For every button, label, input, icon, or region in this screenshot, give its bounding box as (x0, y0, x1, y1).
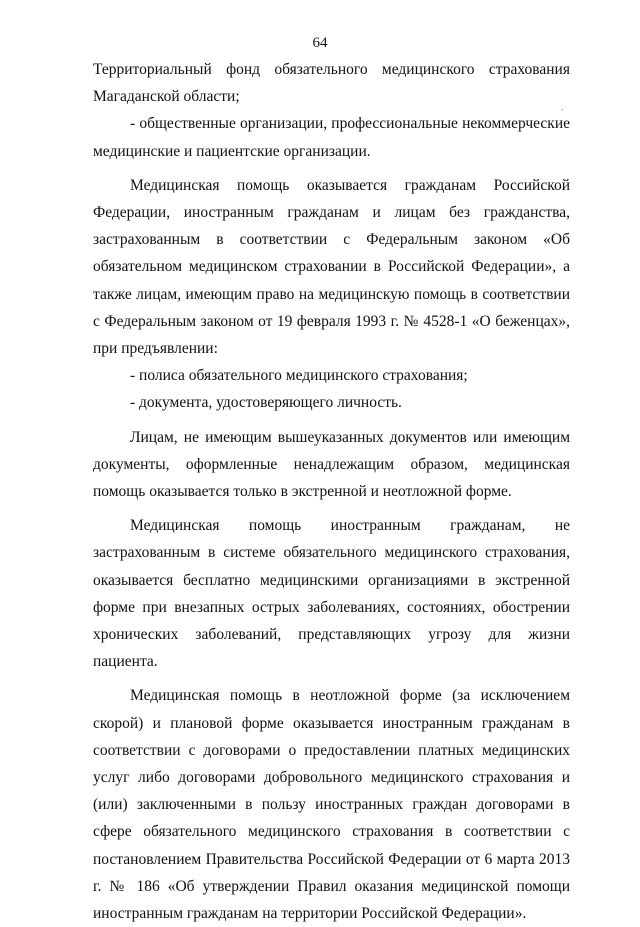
paragraph-urgent-and-planned-care: Медицинская помощь в неотложной форме (за исключением скорой) и плановой форме оказывается иностранным гражданам в соответствии с договорами о предоставлении платных медицинских услуг либо договорами добровольного медицинского страхования и (или) заключенными в пользу иностранных граждан договорами в сфере обязательного медицинского страхования в соответствии с постановлением Правительства Российской Федерации от 6 марта 2013 г. № 186 «Об утверждении Правил оказания медицинской помощи иностранным гражданам на территории Российской Федерации». (93, 687, 570, 923)
page-number: 64 (312, 35, 328, 51)
paragraph-policy-item: - полиса обязательного медицинского страхования; (130, 367, 468, 385)
scan-speck: . (561, 102, 564, 113)
paragraph-medical-care-citizens: Медицинская помощь оказывается гражданам Российской Федерации, иностранным гражданам и лицам без гражданства, застрахованным в соответствии с Федеральным законом «Об обязательном медицинском страховании в Российской Федерации», а также лицам, имеющим право на медицинскую помощь в соответствии с Федеральным законом от 19 февраля 1993 г. № 4528-1 «О беженцах», при предъявлении: (93, 176, 570, 358)
paragraph-foreign-citizens-uninsured: Медицинская помощь иностранным гражданам, не застрахованным в системе обязательного медицинского страхования, оказывается бесплатно медицинскими организациями в экстренной форме при внезапных острых заболеваниях, состояниях, обострении хронических заболеваний, представляющих угрозу для жизни пациента. (93, 517, 570, 671)
paragraph-public-organizations: - общественные организации, профессиональные некоммерческие медицинские и пациентские организации. (93, 115, 570, 160)
paragraph-identity-document-item: - документа, удостоверяющего личность. (130, 394, 402, 412)
document-body (93, 56, 570, 927)
paragraph-persons-without-documents: Лицам, не имеющим вышеуказанных документов или имеющим документы, оформленные ненадлежащим образом, медицинская помощь оказывается только в экстренной и неотложной форме. (93, 428, 570, 501)
paragraph-fund-continuation: Территориальный фонд обязательного медицинского страхования Магаданской области; (93, 61, 570, 106)
